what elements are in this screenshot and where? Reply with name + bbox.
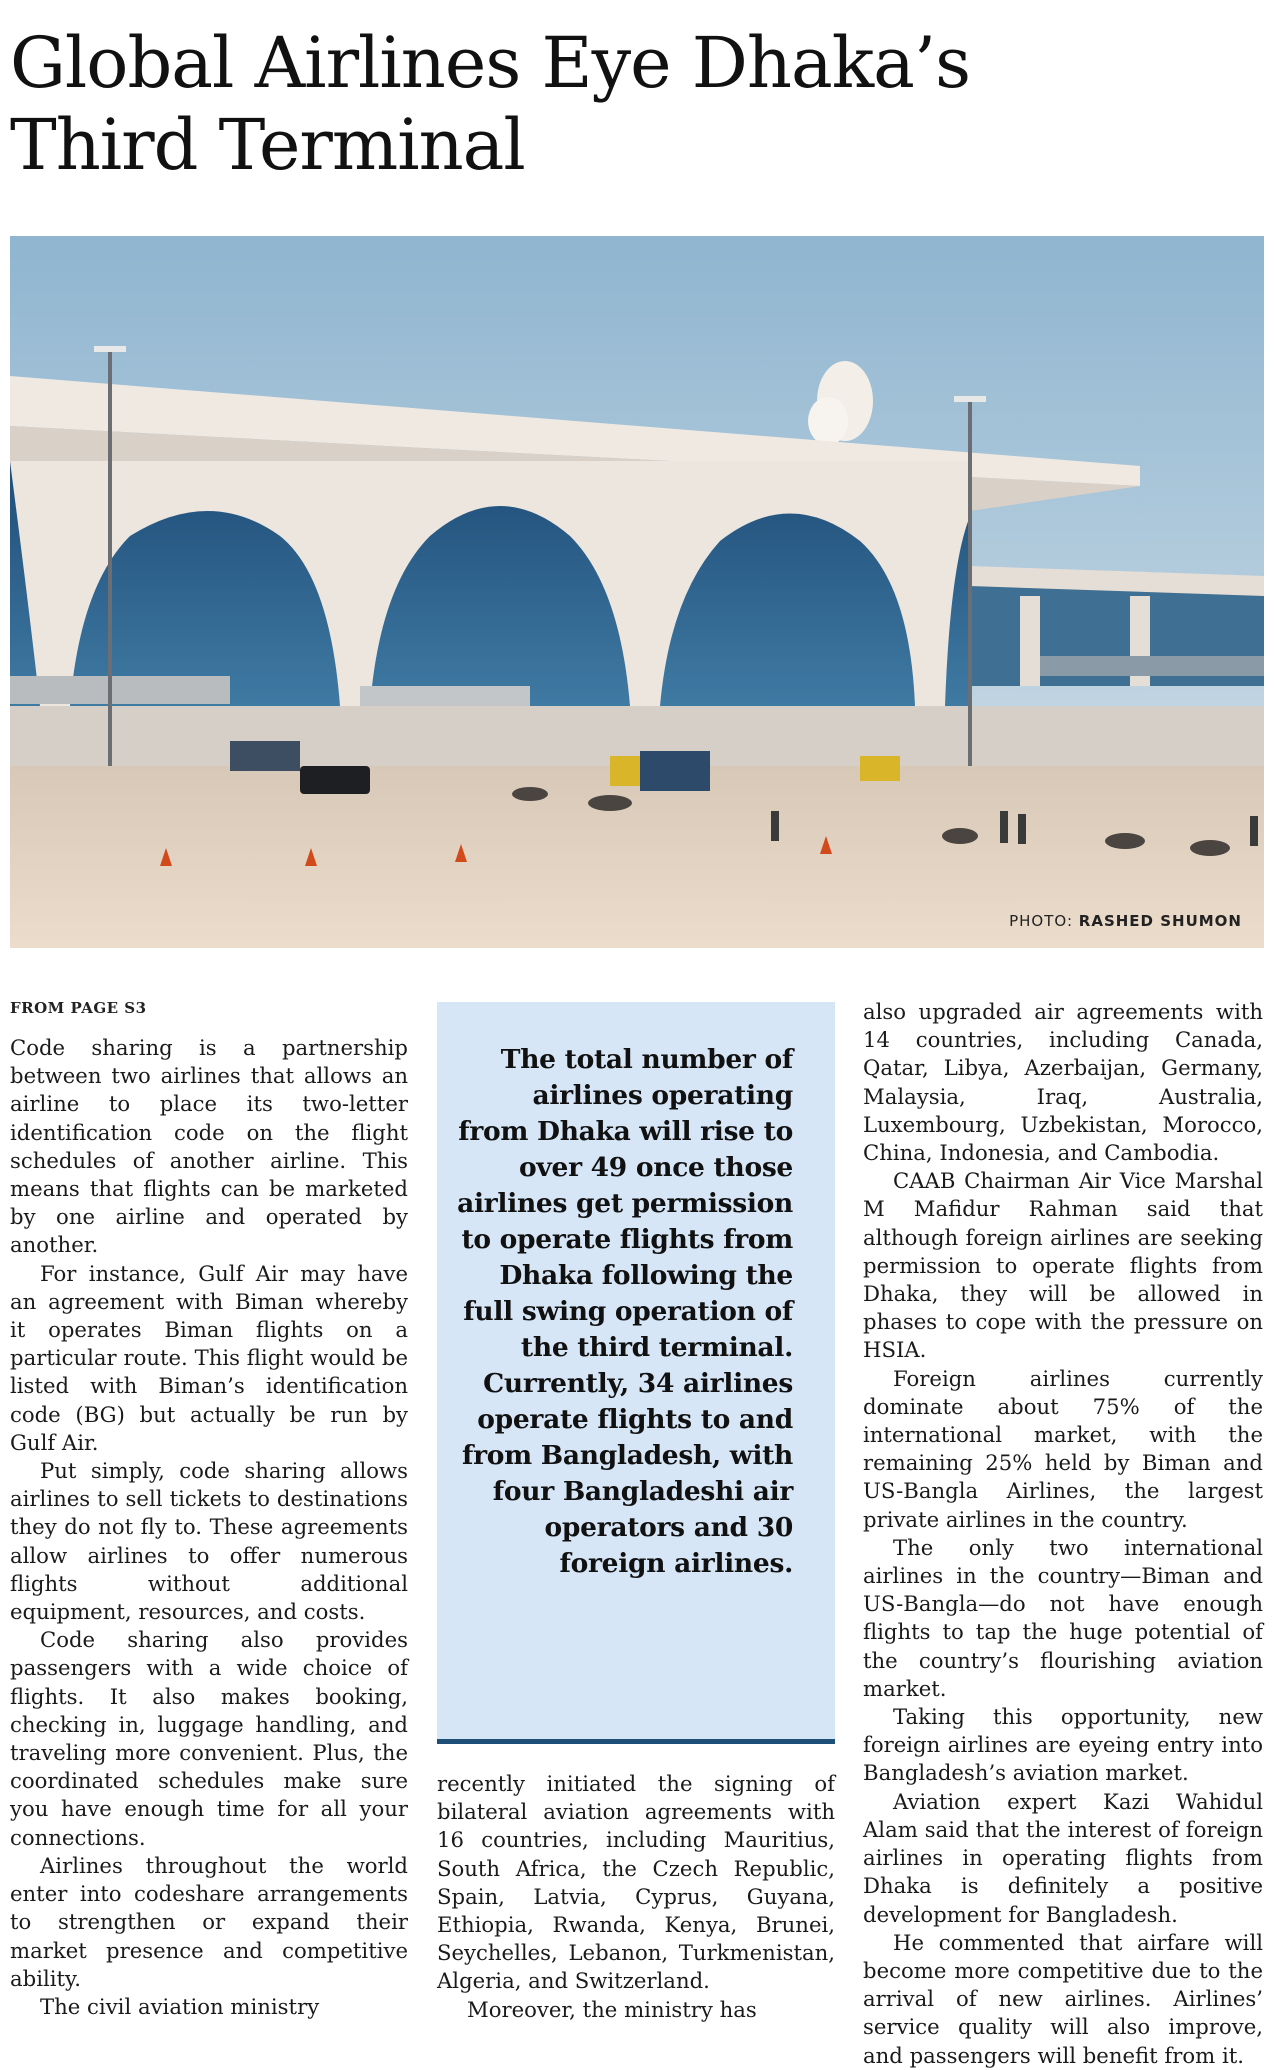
- photo-credit: PHOTO: RASHED SHUMON: [1009, 912, 1242, 930]
- pull-quote: [437, 1002, 835, 1744]
- paragraph: also upgraded air agreements with 14 countries, including Canada, Qatar, Libya, Azerbaijan, Germany, Malaysia, Iraq, Australia, Luxembourg, Uzbekistan, Morocco, China, Indonesia, and Cambodia.: [863, 999, 1263, 1166]
- kicker-from-page: FROM PAGE S3: [10, 999, 147, 1017]
- paragraph: Foreign airlines currently dominate about 75% of the international market, with the remaining 25% held by Biman and US-Bangla Airlines, the largest private airlines in the country.: [863, 1365, 1263, 1532]
- article-column-3: [863, 998, 1263, 2068]
- paragraph: The civil aviation ministry: [40, 1993, 320, 2019]
- article-column-1: [10, 1034, 408, 2046]
- pull-quote-text: The total number of airlines operating from Dhaka will rise to over 49 once those airlines get permission to operate flights from Dhaka following the full swing operation of the third terminal. Currently, 34 airlines operate flights to and from Bangladesh, with four Bangladeshi air operators and 30 foreign airlines.: [457, 1044, 793, 1579]
- paragraph: CAAB Chairman Air Vice Marshal M Mafidur Rahman said that although foreign airlines are seeking permission to operate flights from Dhaka, they will be allowed in phases to cope with the pressure on HSIA.: [863, 1168, 1263, 1363]
- paragraph: Airlines throughout the world enter into codeshare arrangements to strengthen or expand their market presence and competitive ability.: [10, 1852, 408, 1991]
- paragraph: Moreover, the ministry has: [467, 1996, 757, 2022]
- paragraph: The only two international airlines in the country—Biman and US-Bangla—do not have enough flights to tap the huge potential of the country’s flourishing aviation market.: [863, 1534, 1263, 1701]
- paragraph: Code sharing also provides passengers with a wide choice of flights. It also makes booking, checking in, luggage handling, and traveling more convenient. Plus, the coordinated schedules make sure you have enough time for all your connections.: [10, 1627, 408, 1850]
- paragraph: Aviation expert Kazi Wahidul Alam said that the interest of foreign airlines in operating flights from Dhaka is definitely a positive development for Bangladesh.: [863, 1788, 1263, 1927]
- paragraph: Code sharing is a partnership between two airlines that allows an airline to place its two-letter identification code on the flight schedules of another airline. This means that flights can be marketed by one airline and operated by another.: [10, 1035, 408, 1258]
- article-column-2: [437, 1770, 835, 2046]
- paragraph: Taking this opportunity, new foreign airlines are eyeing entry into Bangladesh’s aviation market.: [863, 1704, 1263, 1786]
- headline: Global Airlines Eye Dhaka’s Third Terminal: [10, 22, 971, 186]
- terminal-photo: [10, 236, 1264, 948]
- paragraph: He commented that airfare will become more competitive due to the arrival of new airlines. Airlines’ service quality will also improve, and passengers will benefit from it.: [863, 1929, 1263, 2068]
- paragraph: recently initiated the signing of bilateral aviation agreements with 16 countries, including Mauritius, South Africa, the Czech Republic, Spain, Latvia, Cyprus, Guyana, Ethiopia, Rwanda, Kenya, Brunei, Seychelles, Lebanon, Turkmenistan, Algeria, and Switzerland.: [437, 1771, 835, 1994]
- paragraph: Put simply, code sharing allows airlines to sell tickets to destinations they do not fly to. These agreements allow airlines to offer numerous flights without additional equipment, resources, and costs.: [10, 1458, 408, 1625]
- paragraph: For instance, Gulf Air may have an agreement with Biman whereby it operates Biman flights on a particular route. This flight would be listed with Biman’s identification code (BG) but actually be run by Gulf Air.: [10, 1260, 408, 1455]
